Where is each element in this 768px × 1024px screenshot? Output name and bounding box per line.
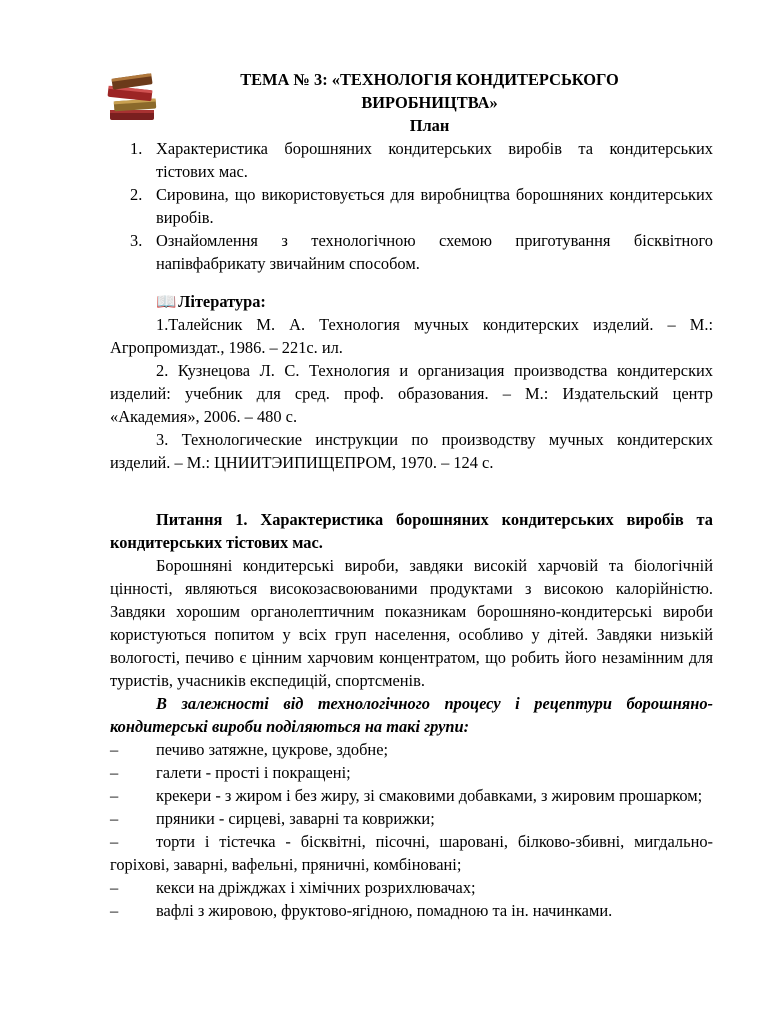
literature-heading-text: Література: [178,292,266,311]
literature-item: 2. Кузнецова Л. С. Технология и организация производства кондитерских изделий: учебник для сред. проф. образования. – М.: Издательский центр «Академия», 2006. – 480 с. [110,361,713,426]
question-1-paragraph: Борошняні кондитерські вироби, завдяки високій харчовій та біологічній цінності, являються високозасвоюваними продуктами з високою калорійністю. Завдяки хорошим органолептичним показникам борошняно-кондитерські вироби користуються попитом у всіх груп населення, особливо у дітей. Завдяки низькій вологості, печиво є цінним харчовим концентратом, що робить його незамінним для туристів, учасників експедицій, спортсменів. [110,556,713,690]
group-item [110,899,713,922]
dash-bullet: – [110,740,119,759]
dash-bullet: – [110,763,119,782]
group-item-text: кекси на дріжджах і хімічних розрихлювачах; [156,878,476,897]
book-icon: 📖 [156,292,177,311]
groups-list [110,738,713,922]
group-item [110,830,713,876]
dash-bullet: – [110,901,119,920]
group-item [110,784,713,807]
literature-heading [110,290,713,313]
literature-item: 1.Талейсник М. А. Технология мучных кондитерских изделий. – М.: Агропромиздат., 1986. – 221с. ил. [110,315,713,357]
question-1-heading: Питання 1. Характеристика борошняних кондитерських виробів та кондитерських тістових мас. [110,510,713,552]
plan-item-text: Сировина, що використовується для виробництва борошняних кондитерських виробів. [156,185,713,227]
group-item-text: пряники - сирцеві, заварні та коврижки; [156,809,435,828]
plan-item-number: 2. [130,185,143,204]
group-item-text: вафлі з жировою, фруктово-ягідною, помадною та ін. начинками. [156,901,613,920]
group-item [110,876,713,899]
group-item-text: печиво затяжне, цукрове, здобне; [156,740,389,759]
plan-item-text: Характеристика борошняних кондитерських виробів та кондитерських тістових мас. [156,139,713,181]
group-item-text: крекери - з жиром і без жиру, зі смаковими добавками, з жировим прошарком; [156,786,703,805]
title-line-1: ТЕМА № 3: «ТЕХНОЛОГІЯ КОНДИТЕРСЬКОГО [240,70,619,89]
plan-heading: План [409,116,450,135]
dash-bullet: – [110,786,119,805]
plan-item [110,183,713,229]
plan-item-number: 1. [130,139,143,158]
dash-bullet: – [110,878,119,897]
plan-item-number: 3. [130,231,143,250]
plan-item [110,137,713,183]
group-item-text: галети - прості і покращені; [156,763,351,782]
group-item [110,738,713,761]
group-item [110,807,713,830]
literature-item: 3. Технологические инструкции по производству мучных кондитерских изделий. – М.: ЦНИИТЭИПИЩЕПРОМ, 1970. – 124 с. [110,430,713,472]
plan-item-text: Ознайомлення з технологічною схемою приготування бісквітного напівфабрикату звичайним способом. [156,231,713,273]
group-item-text: торти і тістечка - бісквітні, пісочні, шаровані, білково-збивні, мигдально-горіхові, заварні, вафельні, пряничні, комбіновані; [110,832,713,874]
title-line-2: ВИРОБНИЦТВА» [361,93,498,112]
document-page [110,0,713,922]
document-title [110,68,713,114]
groups-heading: В залежності від технологічного процесу і рецептури борошняно-кондитерські вироби поділяються на такі групи: [110,694,713,736]
dash-bullet: – [110,832,119,851]
group-item [110,761,713,784]
plan-item [110,229,713,275]
dash-bullet: – [110,809,119,828]
plan-list [110,137,713,275]
